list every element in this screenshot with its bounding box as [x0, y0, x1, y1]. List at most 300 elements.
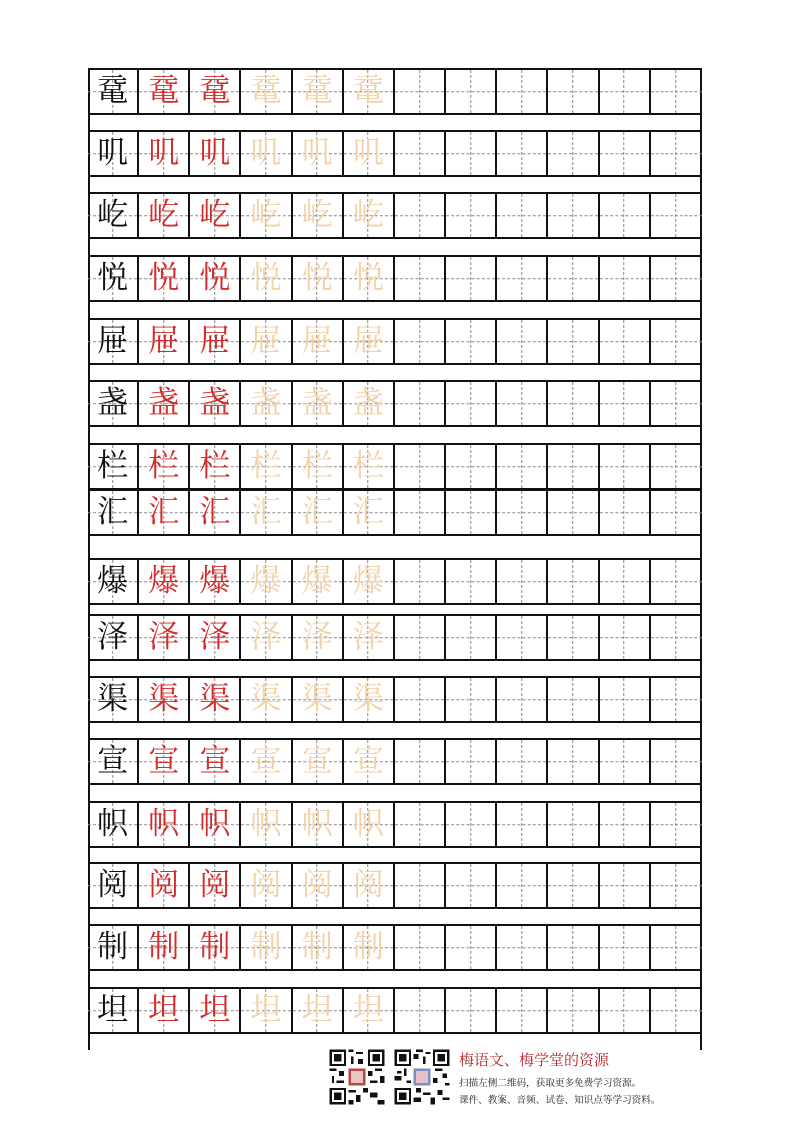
red-example-character: 鼋	[148, 73, 180, 109]
practice-row	[88, 924, 702, 971]
tianzige-cell	[88, 445, 139, 488]
tianzige-cell	[548, 382, 599, 425]
tianzige-cell	[600, 445, 651, 488]
tianzige-cell	[497, 864, 548, 907]
tianzige-cell	[88, 989, 139, 1032]
trace-character: 叽	[301, 135, 333, 171]
tianzige-cell	[497, 926, 548, 969]
tianzige-cell	[497, 678, 548, 721]
tianzige-cell	[446, 560, 497, 603]
tianzige-cell	[88, 257, 139, 300]
tianzige-cell	[139, 864, 190, 907]
tianzige-cell	[88, 864, 139, 907]
model-character: 悦	[97, 260, 129, 296]
practice-row	[88, 255, 702, 302]
tianzige-cell	[651, 740, 702, 783]
model-character: 帜	[97, 806, 129, 842]
tianzige-cell	[88, 70, 139, 113]
tianzige-cell	[241, 194, 292, 237]
tianzige-cell	[241, 320, 292, 363]
practice-row	[88, 801, 702, 848]
red-example-character: 叽	[148, 135, 180, 171]
trace-character: 鼋	[352, 73, 384, 109]
tianzige-cell	[293, 257, 344, 300]
tianzige-cell	[497, 989, 548, 1032]
trace-character: 悦	[352, 260, 384, 296]
tianzige-cell	[293, 926, 344, 969]
tianzige-cell	[600, 491, 651, 534]
red-example-character: 屹	[199, 197, 231, 233]
trace-character: 屹	[352, 197, 384, 233]
trace-character: 宣	[301, 743, 333, 779]
tianzige-cell	[600, 926, 651, 969]
red-example-character: 悦	[148, 260, 180, 296]
tianzige-cell	[600, 678, 651, 721]
trace-character: 渠	[250, 681, 282, 717]
tianzige-cell	[293, 382, 344, 425]
tianzige-cell	[241, 257, 292, 300]
red-example-character: 制	[199, 929, 231, 965]
tianzige-cell	[241, 132, 292, 175]
trace-character: 屹	[301, 197, 333, 233]
practice-row	[88, 614, 702, 661]
tianzige-cell	[446, 382, 497, 425]
tianzige-cell	[88, 740, 139, 783]
tianzige-cell	[395, 491, 446, 534]
tianzige-cell	[497, 491, 548, 534]
tianzige-cell	[497, 382, 548, 425]
tianzige-cell	[190, 491, 241, 534]
tianzige-cell	[497, 740, 548, 783]
tianzige-cell	[190, 740, 241, 783]
tianzige-cell	[190, 803, 241, 846]
model-character: 汇	[97, 494, 129, 530]
tianzige-cell	[139, 616, 190, 659]
tianzige-cell	[651, 445, 702, 488]
trace-character: 盏	[352, 385, 384, 421]
tianzige-cell	[344, 678, 395, 721]
trace-character: 泽	[352, 619, 384, 655]
tianzige-cell	[190, 382, 241, 425]
trace-character: 屉	[301, 323, 333, 359]
tianzige-cell	[190, 616, 241, 659]
tianzige-cell	[293, 491, 344, 534]
model-character: 叽	[97, 135, 129, 171]
trace-character: 阅	[250, 867, 282, 903]
tianzige-cell	[600, 803, 651, 846]
tianzige-cell	[548, 257, 599, 300]
tianzige-cell	[190, 678, 241, 721]
tianzige-cell	[548, 491, 599, 534]
model-character: 泽	[97, 619, 129, 655]
footer-title: 梅语文、梅学堂的资源	[459, 1051, 610, 1069]
trace-character: 盏	[301, 385, 333, 421]
red-example-character: 泽	[199, 619, 231, 655]
tianzige-cell	[446, 803, 497, 846]
trace-character: 坦	[250, 992, 282, 1028]
trace-character: 叽	[250, 135, 282, 171]
tianzige-cell	[651, 926, 702, 969]
tianzige-cell	[600, 70, 651, 113]
red-example-character: 制	[148, 929, 180, 965]
tianzige-cell	[241, 926, 292, 969]
tianzige-cell	[293, 194, 344, 237]
tianzige-cell	[344, 194, 395, 237]
tianzige-cell	[395, 989, 446, 1032]
tianzige-cell	[344, 445, 395, 488]
tianzige-cell	[139, 678, 190, 721]
tianzige-cell	[600, 560, 651, 603]
tianzige-cell	[293, 70, 344, 113]
tianzige-cell	[395, 926, 446, 969]
trace-character: 爆	[301, 563, 333, 599]
tianzige-cell	[293, 560, 344, 603]
trace-character: 制	[301, 929, 333, 965]
tianzige-cell	[88, 194, 139, 237]
tianzige-cell	[190, 560, 241, 603]
model-character: 阅	[97, 867, 129, 903]
trace-character: 栏	[352, 448, 384, 484]
tianzige-cell	[139, 320, 190, 363]
tianzige-cell	[395, 678, 446, 721]
tianzige-cell	[497, 257, 548, 300]
tianzige-cell	[446, 194, 497, 237]
tianzige-cell	[344, 616, 395, 659]
trace-character: 宣	[352, 743, 384, 779]
tianzige-cell	[241, 864, 292, 907]
tianzige-cell	[497, 445, 548, 488]
practice-row	[88, 558, 702, 605]
red-example-character: 坦	[148, 992, 180, 1028]
red-example-character: 屉	[148, 323, 180, 359]
red-example-character: 泽	[148, 619, 180, 655]
model-character: 渠	[97, 681, 129, 717]
tianzige-cell	[651, 320, 702, 363]
tianzige-cell	[88, 616, 139, 659]
trace-character: 宣	[250, 743, 282, 779]
practice-row	[88, 380, 702, 427]
trace-character: 屉	[352, 323, 384, 359]
trace-character: 渠	[301, 681, 333, 717]
tianzige-cell	[88, 132, 139, 175]
model-character: 屉	[97, 323, 129, 359]
tianzige-cell	[241, 616, 292, 659]
tianzige-cell	[446, 320, 497, 363]
practice-row	[88, 130, 702, 177]
red-example-character: 汇	[199, 494, 231, 530]
tianzige-cell	[344, 740, 395, 783]
tianzige-cell	[139, 560, 190, 603]
tianzige-cell	[190, 989, 241, 1032]
red-example-character: 叽	[199, 135, 231, 171]
tianzige-cell	[293, 989, 344, 1032]
tianzige-cell	[446, 678, 497, 721]
tianzige-cell	[293, 616, 344, 659]
tianzige-cell	[600, 616, 651, 659]
tianzige-cell	[600, 320, 651, 363]
tianzige-cell	[293, 445, 344, 488]
tianzige-cell	[395, 740, 446, 783]
tianzige-cell	[190, 864, 241, 907]
tianzige-cell	[139, 740, 190, 783]
tianzige-cell	[600, 194, 651, 237]
tianzige-cell	[395, 320, 446, 363]
tianzige-cell	[344, 132, 395, 175]
red-example-character: 栏	[148, 448, 180, 484]
model-character: 盏	[97, 385, 129, 421]
tianzige-cell	[548, 740, 599, 783]
trace-character: 制	[250, 929, 282, 965]
tianzige-cell	[293, 864, 344, 907]
tianzige-cell	[139, 257, 190, 300]
red-example-character: 汇	[148, 494, 180, 530]
tianzige-cell	[88, 560, 139, 603]
red-example-character: 爆	[148, 563, 180, 599]
tianzige-cell	[190, 70, 241, 113]
trace-character: 坦	[352, 992, 384, 1028]
red-example-character: 盏	[199, 385, 231, 421]
tianzige-cell	[88, 382, 139, 425]
tianzige-cell	[600, 989, 651, 1032]
qr-code-icon	[327, 1046, 387, 1108]
tianzige-cell	[241, 803, 292, 846]
tianzige-cell	[139, 132, 190, 175]
footer-resources-note: 课件、教案、音频、试卷、知识点等学习资料。	[459, 1095, 661, 1106]
practice-row	[88, 676, 702, 723]
tianzige-cell	[395, 445, 446, 488]
tianzige-cell	[600, 257, 651, 300]
trace-character: 汇	[301, 494, 333, 530]
tianzige-cell	[395, 803, 446, 846]
tianzige-cell	[139, 989, 190, 1032]
trace-character: 阅	[301, 867, 333, 903]
model-character: 爆	[97, 563, 129, 599]
red-example-character: 帜	[199, 806, 231, 842]
trace-character: 泽	[250, 619, 282, 655]
tianzige-cell	[548, 560, 599, 603]
tianzige-cell	[548, 864, 599, 907]
tianzige-cell	[548, 70, 599, 113]
tianzige-cell	[395, 560, 446, 603]
trace-character: 制	[352, 929, 384, 965]
tianzige-cell	[344, 803, 395, 846]
tianzige-cell	[548, 678, 599, 721]
trace-character: 爆	[250, 563, 282, 599]
tianzige-cell	[241, 678, 292, 721]
trace-character: 爆	[352, 563, 384, 599]
tianzige-cell	[600, 864, 651, 907]
practice-row	[88, 987, 702, 1034]
trace-character: 盏	[250, 385, 282, 421]
trace-character: 泽	[301, 619, 333, 655]
trace-character: 悦	[301, 260, 333, 296]
tianzige-cell	[651, 989, 702, 1032]
tianzige-cell	[190, 320, 241, 363]
tianzige-cell	[497, 70, 548, 113]
tianzige-cell	[344, 989, 395, 1032]
red-example-character: 宣	[148, 743, 180, 779]
model-character: 制	[97, 929, 129, 965]
tianzige-cell	[139, 382, 190, 425]
footer-scan-note: 扫描左侧二维码，获取更多免费学习资源。	[459, 1078, 642, 1089]
tianzige-cell	[651, 194, 702, 237]
tianzige-cell	[395, 257, 446, 300]
trace-character: 栏	[250, 448, 282, 484]
tianzige-cell	[190, 132, 241, 175]
tianzige-cell	[497, 803, 548, 846]
tianzige-cell	[548, 194, 599, 237]
practice-row	[88, 318, 702, 365]
tianzige-cell	[88, 678, 139, 721]
tianzige-cell	[241, 740, 292, 783]
tianzige-cell	[139, 926, 190, 969]
tianzige-cell	[446, 989, 497, 1032]
tianzige-cell	[651, 132, 702, 175]
tianzige-cell	[548, 616, 599, 659]
tianzige-cell	[293, 132, 344, 175]
trace-character: 屹	[250, 197, 282, 233]
tianzige-cell	[446, 70, 497, 113]
red-example-character: 屉	[199, 323, 231, 359]
red-example-character: 坦	[199, 992, 231, 1028]
tianzige-cell	[651, 382, 702, 425]
trace-character: 汇	[250, 494, 282, 530]
tianzige-cell	[139, 194, 190, 237]
tianzige-cell	[395, 194, 446, 237]
tianzige-cell	[395, 132, 446, 175]
red-example-character: 悦	[199, 260, 231, 296]
tianzige-cell	[497, 560, 548, 603]
model-character: 鼋	[97, 73, 129, 109]
practice-row	[88, 68, 702, 115]
qr-code-icon	[392, 1046, 452, 1108]
tianzige-cell	[344, 257, 395, 300]
tianzige-cell	[344, 320, 395, 363]
tianzige-cell	[395, 382, 446, 425]
tianzige-cell	[651, 257, 702, 300]
tianzige-cell	[548, 803, 599, 846]
tianzige-cell	[651, 803, 702, 846]
tianzige-cell	[241, 989, 292, 1032]
tianzige-cell	[651, 864, 702, 907]
tianzige-cell	[651, 678, 702, 721]
tianzige-cell	[497, 320, 548, 363]
tianzige-cell	[88, 803, 139, 846]
tianzige-cell	[190, 926, 241, 969]
tianzige-cell	[651, 616, 702, 659]
tianzige-cell	[190, 445, 241, 488]
trace-character: 鼋	[301, 73, 333, 109]
tianzige-cell	[651, 560, 702, 603]
tianzige-cell	[497, 616, 548, 659]
trace-character: 帜	[250, 806, 282, 842]
tianzige-cell	[241, 445, 292, 488]
trace-character: 叽	[352, 135, 384, 171]
tianzige-cell	[344, 560, 395, 603]
tianzige-cell	[446, 132, 497, 175]
footer-promo	[322, 1043, 707, 1111]
trace-character: 鼋	[250, 73, 282, 109]
red-example-character: 屹	[148, 197, 180, 233]
tianzige-cell	[241, 560, 292, 603]
practice-row	[88, 489, 702, 536]
tianzige-cell	[344, 926, 395, 969]
tianzige-cell	[241, 382, 292, 425]
tianzige-cell	[139, 445, 190, 488]
tianzige-cell	[190, 257, 241, 300]
model-character: 屹	[97, 197, 129, 233]
tianzige-cell	[548, 926, 599, 969]
tianzige-cell	[139, 803, 190, 846]
tianzige-cell	[446, 616, 497, 659]
model-character: 栏	[97, 448, 129, 484]
practice-row	[88, 192, 702, 239]
trace-character: 汇	[352, 494, 384, 530]
tianzige-cell	[344, 382, 395, 425]
practice-row	[88, 862, 702, 909]
tianzige-cell	[293, 740, 344, 783]
tianzige-cell	[497, 194, 548, 237]
tianzige-cell	[446, 445, 497, 488]
trace-character: 渠	[352, 681, 384, 717]
red-example-character: 阅	[199, 867, 231, 903]
red-example-character: 盏	[148, 385, 180, 421]
trace-character: 帜	[301, 806, 333, 842]
tianzige-cell	[446, 491, 497, 534]
red-example-character: 鼋	[199, 73, 231, 109]
tianzige-cell	[88, 491, 139, 534]
tianzige-cell	[293, 320, 344, 363]
tianzige-cell	[651, 491, 702, 534]
tianzige-cell	[344, 864, 395, 907]
tianzige-cell	[395, 864, 446, 907]
tianzige-cell	[446, 257, 497, 300]
trace-character: 屉	[250, 323, 282, 359]
tianzige-cell	[446, 926, 497, 969]
tianzige-cell	[241, 70, 292, 113]
trace-character: 帜	[352, 806, 384, 842]
model-character: 宣	[97, 743, 129, 779]
tianzige-cell	[395, 70, 446, 113]
red-example-character: 阅	[148, 867, 180, 903]
tianzige-cell	[344, 70, 395, 113]
tianzige-cell	[241, 491, 292, 534]
tianzige-cell	[88, 926, 139, 969]
model-character: 坦	[97, 992, 129, 1028]
red-example-character: 宣	[199, 743, 231, 779]
red-example-character: 渠	[199, 681, 231, 717]
practice-row	[88, 443, 702, 490]
tianzige-cell	[497, 132, 548, 175]
tianzige-cell	[344, 491, 395, 534]
trace-character: 栏	[301, 448, 333, 484]
tianzige-cell	[395, 616, 446, 659]
tianzige-cell	[88, 320, 139, 363]
tianzige-cell	[446, 864, 497, 907]
tianzige-cell	[190, 194, 241, 237]
red-example-character: 爆	[199, 563, 231, 599]
tianzige-cell	[139, 70, 190, 113]
trace-character: 悦	[250, 260, 282, 296]
tianzige-cell	[293, 678, 344, 721]
tianzige-cell	[548, 989, 599, 1032]
trace-character: 坦	[301, 992, 333, 1028]
tianzige-cell	[446, 740, 497, 783]
trace-character: 阅	[352, 867, 384, 903]
tianzige-cell	[651, 70, 702, 113]
tianzige-cell	[600, 382, 651, 425]
tianzige-cell	[139, 491, 190, 534]
